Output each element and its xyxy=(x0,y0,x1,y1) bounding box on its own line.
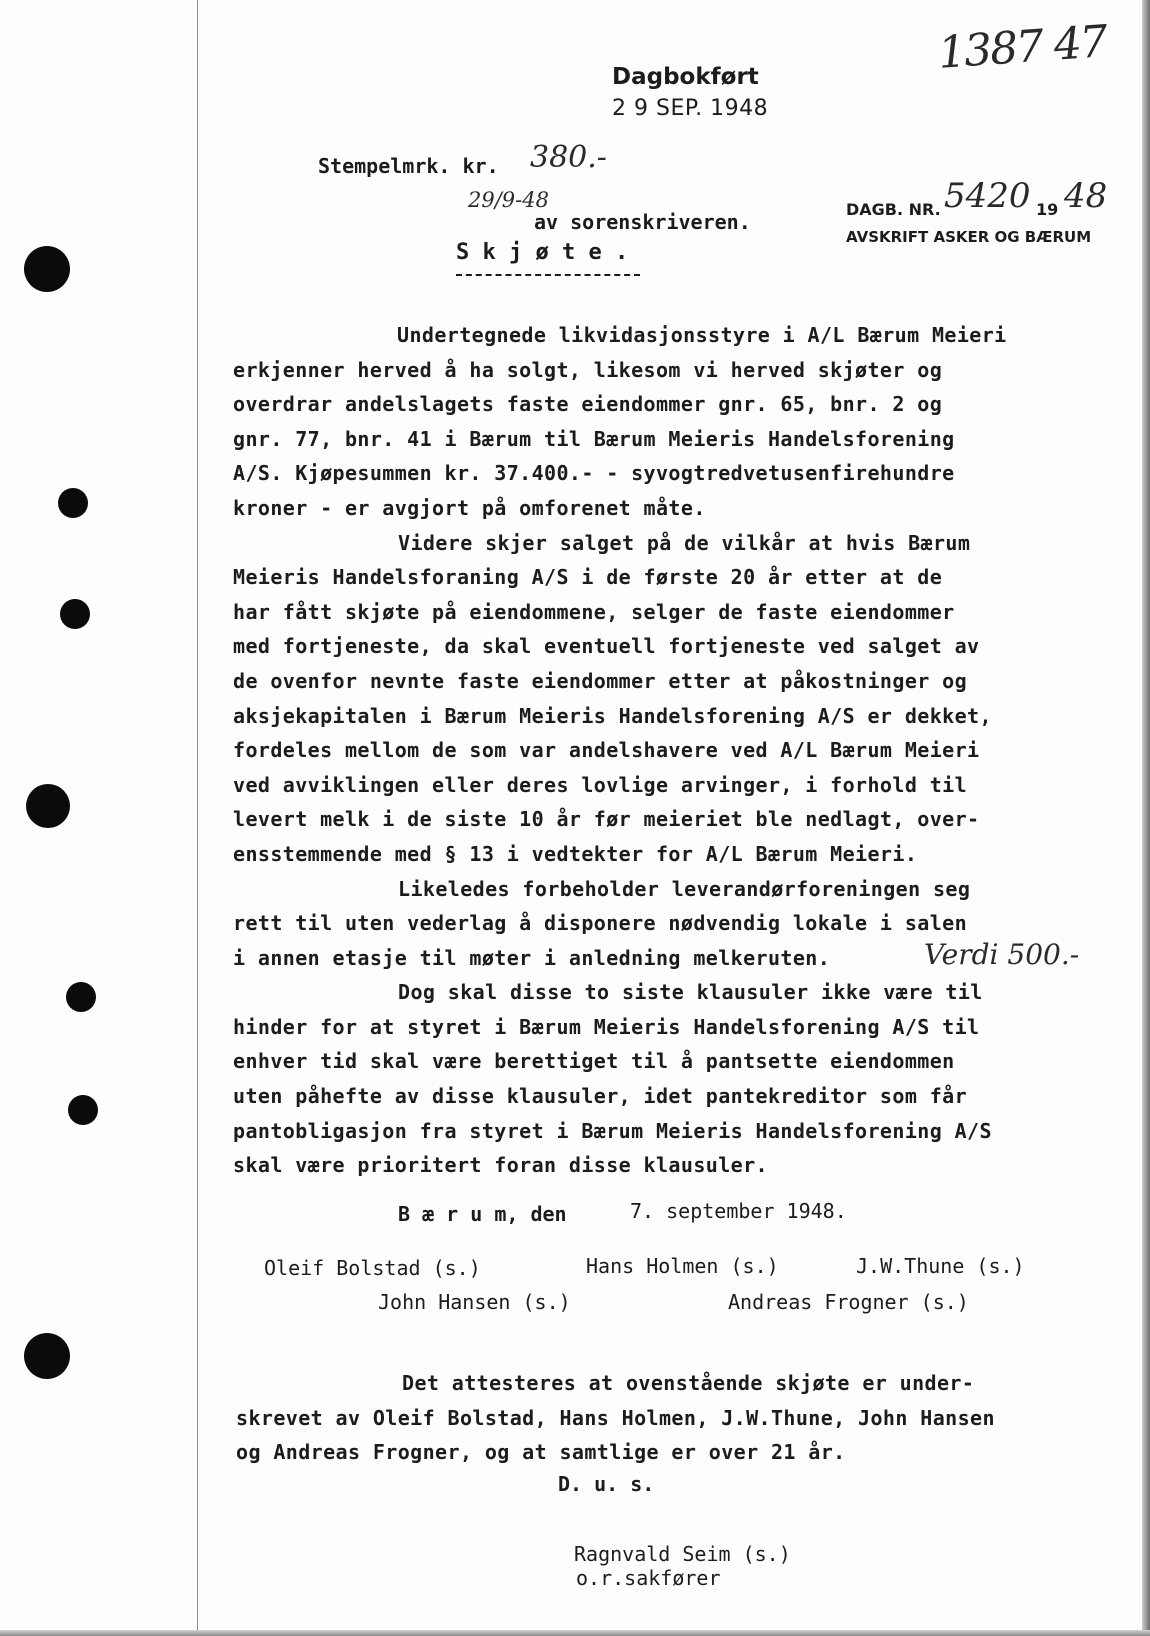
body-line: Likeledes forbeholder leverandørforeningen seg xyxy=(398,876,971,901)
body-line: rett til uten vederlag å disponere nødvendig lokale i salen xyxy=(233,911,968,936)
dus: D. u. s. xyxy=(558,1472,655,1496)
body-line: Dog skal disse to siste klausuler ikke være til xyxy=(398,980,983,1005)
body-line: hinder for at styret i Bærum Meieris Handelsforening A/S til xyxy=(233,1014,980,1039)
dagb-label: DAGB. NR. xyxy=(846,200,941,219)
final-signer: Ragnvald Seim (s.) xyxy=(574,1542,791,1566)
received-date: 29/9-48 xyxy=(468,188,549,212)
stamp-duty-amount: 380.- xyxy=(530,140,607,175)
body-line: overdrar andelslagets faste eiendommer gnr. 65, bnr. 2 og xyxy=(233,392,943,417)
binder-hole xyxy=(58,488,88,518)
signature-name: Hans Holmen (s.) xyxy=(586,1254,779,1278)
corner-note: 1387 47 xyxy=(936,16,1108,79)
court-stamp: AVSKRIFT ASKER OG BÆRUM xyxy=(846,228,1092,246)
dagb-year-prefix: 19 xyxy=(1036,200,1059,219)
body-line: A/S. Kjøpesummen kr. 37.400.- - syvogtredvetusenfirehundre xyxy=(233,461,955,486)
signature-name: John Hansen (s.) xyxy=(378,1290,571,1314)
attestation-line: Det attesteres at ovenstående skjøte er under- xyxy=(402,1371,975,1395)
deed-body xyxy=(233,318,1103,1183)
stamp-date: 2 9 SEP. 1948 xyxy=(612,96,769,121)
body-line: uten påhefte av disse klausuler, idet pantekreditor som får xyxy=(233,1084,968,1109)
body-line: Meieris Handelsforaning A/S i de første 20 år etter at de xyxy=(233,565,943,590)
received-text: av sorenskriveren. xyxy=(534,210,751,234)
document-heading: S k j ø t e . xyxy=(456,240,629,265)
body-line: skal være prioritert foran disse klausuler. xyxy=(233,1153,768,1178)
body-line: gnr. 77, bnr. 41 i Bærum til Bærum Meieris Handelsforening xyxy=(233,426,955,451)
dagb-number: 5420 xyxy=(944,176,1031,216)
binder-hole xyxy=(24,246,70,292)
body-line: med fortjeneste, da skal eventuell fortjeneste ved salget av xyxy=(233,634,980,659)
body-line: levert melk i de siste 10 år før meieriet ble nedlagt, over- xyxy=(233,807,980,832)
body-line: ved avviklingen eller deres lovlige arvinger, i forhold til xyxy=(233,772,968,797)
body-line: Undertegnede likvidasjonsstyre i A/L Bærum Meieri xyxy=(397,323,1007,347)
binder-hole xyxy=(66,982,96,1012)
stamp-duty-label: Stempelmrk. kr. xyxy=(318,154,499,178)
page-edge-bottom xyxy=(0,1630,1150,1636)
body-line: erkjenner herved å ha solgt, likesom vi herved skjøter og xyxy=(233,357,943,382)
body-line: har fått skjøte på eiendommene, selger de faste eiendommer xyxy=(233,599,955,624)
body-line: enhver tid skal være berettiget til å pantsette eiendommen xyxy=(233,1049,955,1074)
body-line: ensstemmende med § 13 i vedtekter for A/L Bærum Meieri. xyxy=(233,841,918,866)
body-line: de ovenfor nevnte faste eiendommer etter at påkostninger og xyxy=(233,668,968,693)
page-edge-right xyxy=(1142,0,1150,1636)
body-line: fordeles mellom de som var andelshavere ved A/L Bærum Meieri xyxy=(233,738,980,763)
body-line: aksjekapitalen i Bærum Meieris Handelsforening A/S er dekket, xyxy=(233,703,992,728)
binder-hole xyxy=(60,599,90,629)
signature-name: J.W.Thune (s.) xyxy=(856,1254,1025,1278)
attestation-line: og Andreas Frogner, og at samtlige er over 21 år. xyxy=(236,1440,846,1465)
stamp-title: Dagbokført xyxy=(612,64,759,90)
attestation-line: skrevet av Oleif Bolstad, Hans Holmen, J.W.Thune, John Hansen xyxy=(236,1405,995,1430)
body-line: pantobligasjon fra styret i Bærum Meieris Handelsforening A/S xyxy=(233,1118,992,1143)
final-title: o.r.sakfører xyxy=(576,1566,721,1590)
value-note: Verdi 500.- xyxy=(924,938,1080,971)
binder-hole xyxy=(26,784,70,828)
attestation xyxy=(236,1366,1106,1470)
binder-hole xyxy=(68,1095,98,1125)
dagb-year: 48 xyxy=(1064,176,1108,216)
signature-name: Oleif Bolstad (s.) xyxy=(264,1256,481,1280)
date: 7. september 1948. xyxy=(630,1199,847,1223)
place: B æ r u m, den xyxy=(398,1202,567,1226)
body-line: Videre skjer salget på de vilkår at hvis Bærum xyxy=(398,530,971,555)
body-line: kroner - er avgjort på omforenet måte. xyxy=(233,495,706,520)
binder-hole xyxy=(24,1333,70,1379)
body-line: i annen etasje til møter i anledning melkeruten. xyxy=(233,945,831,970)
heading-underline xyxy=(456,274,640,276)
signature-name: Andreas Frogner (s.) xyxy=(728,1290,969,1314)
margin-line xyxy=(197,0,198,1636)
